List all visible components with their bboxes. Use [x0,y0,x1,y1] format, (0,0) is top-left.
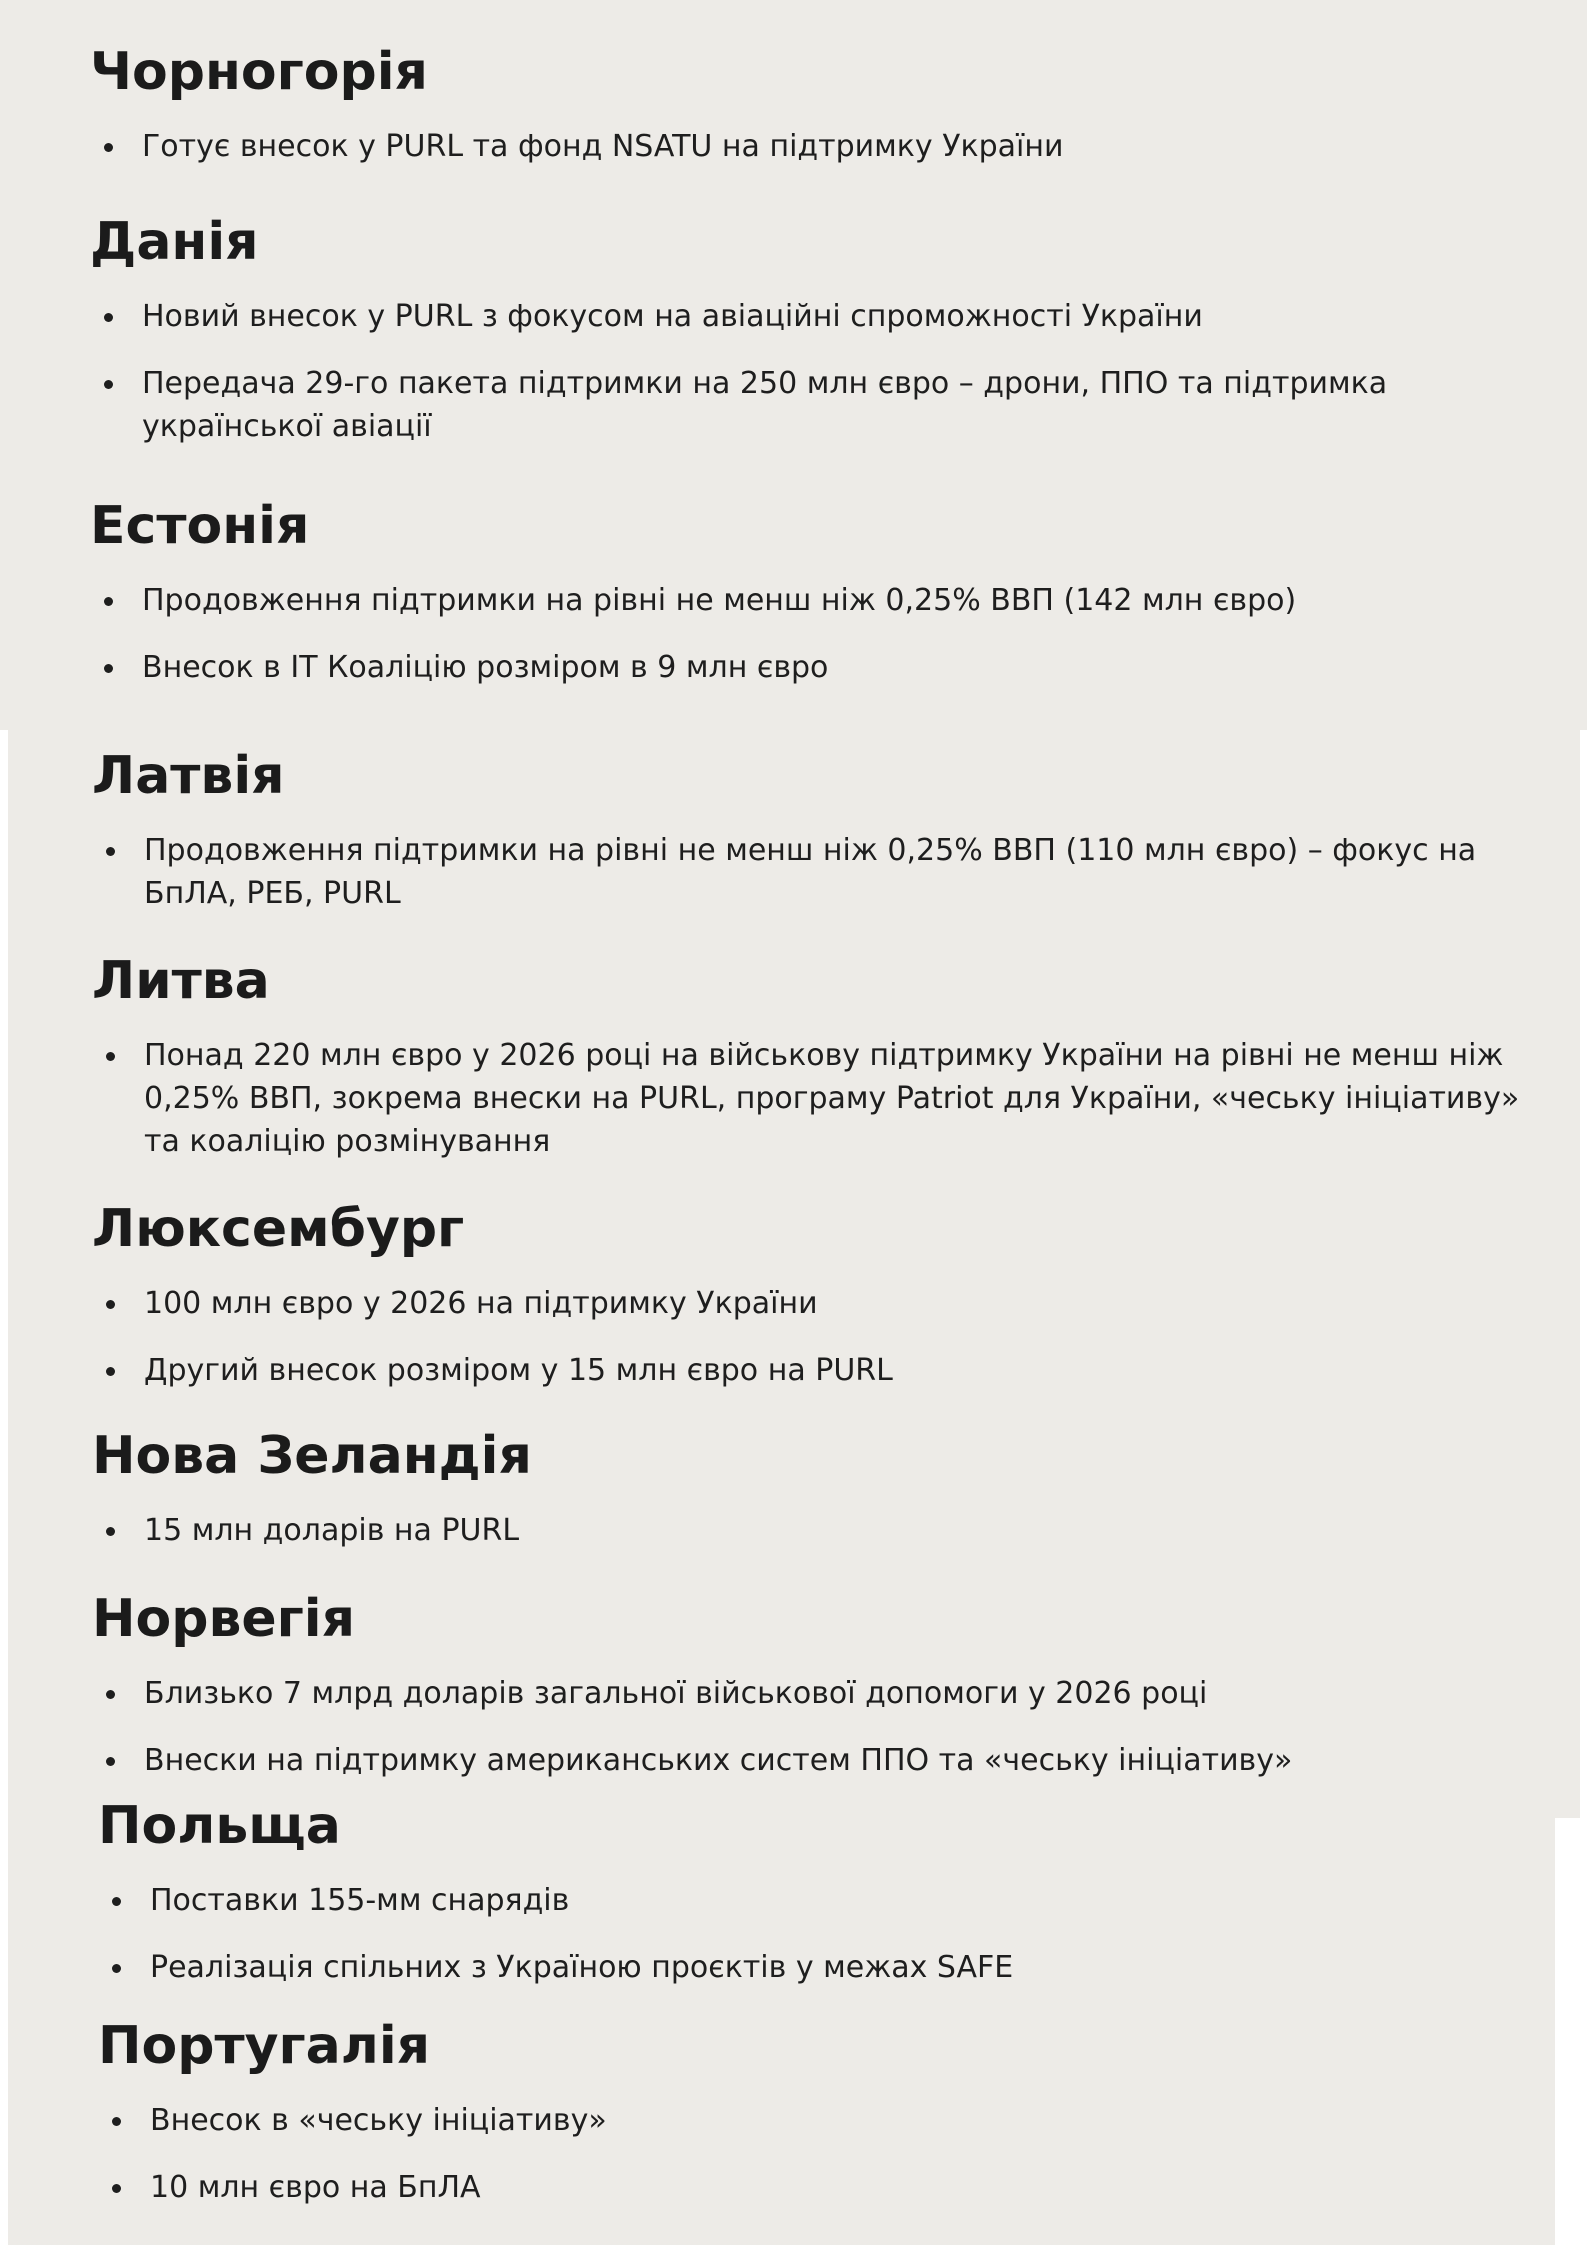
list-item: Поставки 155-мм снарядів [98,1879,1550,1922]
country-section-luxembourg [92,1200,1544,1416]
list-item: Внесок в IT Коаліцію розміром в 9 млн євро [90,646,1542,689]
bullet-list [92,1672,1544,1782]
bullet-list [92,1509,1544,1552]
list-item: 15 млн доларів на PURL [92,1509,1544,1552]
country-heading: Латвія [92,746,285,806]
list-item: Продовження підтримки на рівні не менш ніж 0,25% ВВП (142 млн євро) [90,579,1542,622]
bullet-list [90,295,1542,448]
country-section-estonia [90,497,1542,713]
list-item: Готує внесок у PURL та фонд NSATU на підтримку України [90,125,1542,168]
bullet-list [90,125,1542,168]
bullet-list [90,579,1542,689]
country-heading: Люксембург [92,1199,465,1259]
country-heading: Португалія [98,2016,431,2076]
list-item: Внески на підтримку американських систем ППО та «чеську ініціативу» [92,1739,1544,1782]
list-item: Продовження підтримки на рівні не менш ніж 0,25% ВВП (110 млн євро) – фокус на БпЛА, РЕБ, PURL [92,829,1544,915]
list-item: Новий внесок у PURL з фокусом на авіаційні спроможності України [90,295,1542,338]
bullet-list [92,1034,1544,1163]
country-heading: Литва [92,951,270,1011]
list-item: Передача 29-го пакета підтримки на 250 млн євро – дрони, ППО та підтримка української авіації [90,362,1542,448]
country-section-norway [92,1590,1544,1806]
bullet-list [92,1282,1544,1392]
country-section-latvia [92,747,1544,939]
list-item: Внесок в «чеську ініціативу» [98,2099,1550,2142]
list-item: 10 млн євро на БпЛА [98,2166,1550,2209]
country-section-new-zealand [92,1427,1544,1576]
list-item: Реалізація спільних з Україною проєктів у межах SAFE [98,1946,1550,1989]
bullet-list [98,1879,1550,1989]
country-heading: Норвегія [92,1589,356,1649]
list-item: Понад 220 млн євро у 2026 році на військову підтримку України на рівні не менш ніж 0,25% ВВП, зокрема внески на PURL, програму Patriot для України, «чеську ініціативу» та коаліцію розмінування [92,1034,1544,1163]
country-section-montenegro [90,43,1542,192]
country-heading: Данія [90,212,259,272]
country-section-poland [98,1797,1550,2013]
country-heading: Польща [98,1796,341,1856]
country-heading: Естонія [90,496,310,556]
country-section-denmark [90,213,1542,472]
country-heading: Нова Зеландія [92,1426,532,1486]
country-heading: Чорногорія [90,42,428,102]
list-item: Близько 7 млрд доларів загальної військової допомоги у 2026 році [92,1672,1544,1715]
list-item: Другий внесок розміром у 15 млн євро на PURL [92,1349,1544,1392]
country-section-lithuania [92,952,1544,1187]
country-section-portugal [98,2017,1550,2233]
bullet-list [92,829,1544,915]
list-item: 100 млн євро у 2026 на підтримку України [92,1282,1544,1325]
bullet-list [98,2099,1550,2209]
